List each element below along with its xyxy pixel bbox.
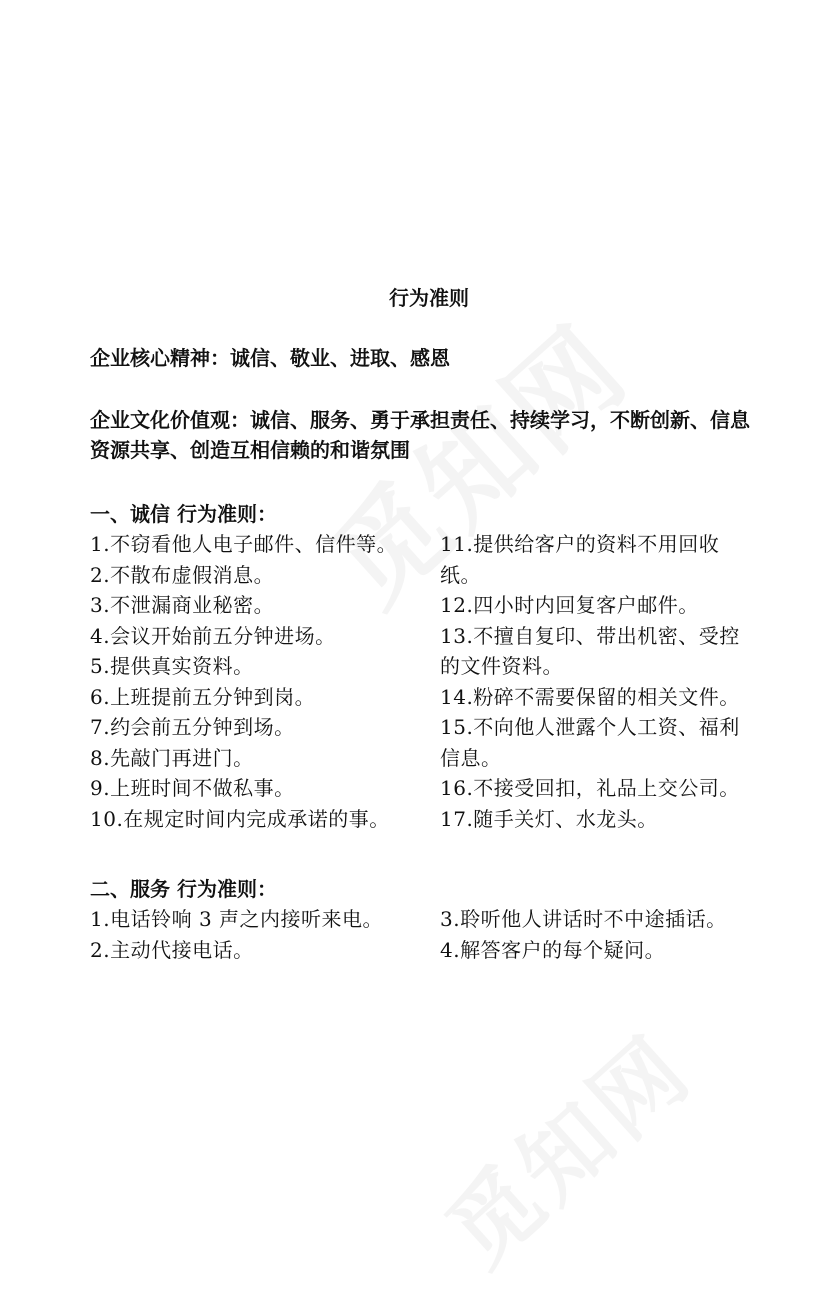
section-heading: 一、诚信 行为准则： (90, 502, 277, 526)
rule-column-left (90, 904, 406, 965)
section-service (90, 874, 750, 965)
list-item: 3.聆听他人讲话时不中途插话。 (440, 907, 727, 931)
rule-columns (90, 904, 754, 965)
list-item: 5.提供真实资料。 (90, 654, 254, 678)
list-item: 14.粉碎不需要保留的相关文件。 (440, 684, 740, 709)
watermark (413, 1000, 714, 1289)
page-title: 行为准则 (389, 286, 469, 310)
list-item: 6.上班提前五分钟到岗。 (90, 684, 316, 709)
list-item: 11.提供给客户的资料不用回收纸。 (440, 532, 720, 587)
list-item: 4.会议开始前五分钟进场。 (90, 623, 336, 648)
list-item: 7.约会前五分钟到场。 (90, 715, 295, 739)
list-item: 4.解答客户的每个疑问。 (440, 937, 666, 962)
core-spirit: 企业核心精神：诚信、敬业、进取、感恩 (90, 346, 450, 370)
rule-column-left (90, 529, 406, 834)
rule-columns (90, 529, 754, 834)
list-item: 3.不泄漏商业秘密。 (90, 593, 275, 617)
culture-values: 企业文化价值观：诚信、服务、勇于承担责任、持续学习，不断创新、信息资源共享、创造互相信赖的和谐氛围 (90, 408, 750, 462)
rule-column-right (440, 529, 754, 834)
list-item: 1.电话铃响 3 声之内接听来电。 (90, 907, 384, 931)
document-page (90, 282, 750, 965)
list-item: 16.不接受回扣，礼品上交公司。 (440, 776, 740, 800)
list-item: 12.四小时内回复客户邮件。 (440, 593, 699, 617)
list-item: 8.先敲门再进门。 (90, 745, 254, 770)
list-item: 1.不窃看他人电子邮件、信件等。 (90, 532, 398, 556)
rule-column-right (440, 904, 754, 965)
section-heading: 二、服务 行为准则： (90, 877, 277, 901)
list-item: 10.在规定时间内完成承诺的事。 (90, 806, 390, 831)
list-item: 2.不散布虚假消息。 (90, 562, 275, 587)
list-item: 17.随手关灯、水龙头。 (440, 806, 658, 831)
list-item: 9.上班时间不做私事。 (90, 776, 295, 800)
list-item: 15.不向他人泄露个人工资、福利信息。 (440, 715, 740, 770)
list-item: 2.主动代接电话。 (90, 937, 254, 962)
section-integrity (90, 499, 750, 834)
list-item: 13.不擅自复印、带出机密、受控的文件资料。 (440, 623, 740, 678)
